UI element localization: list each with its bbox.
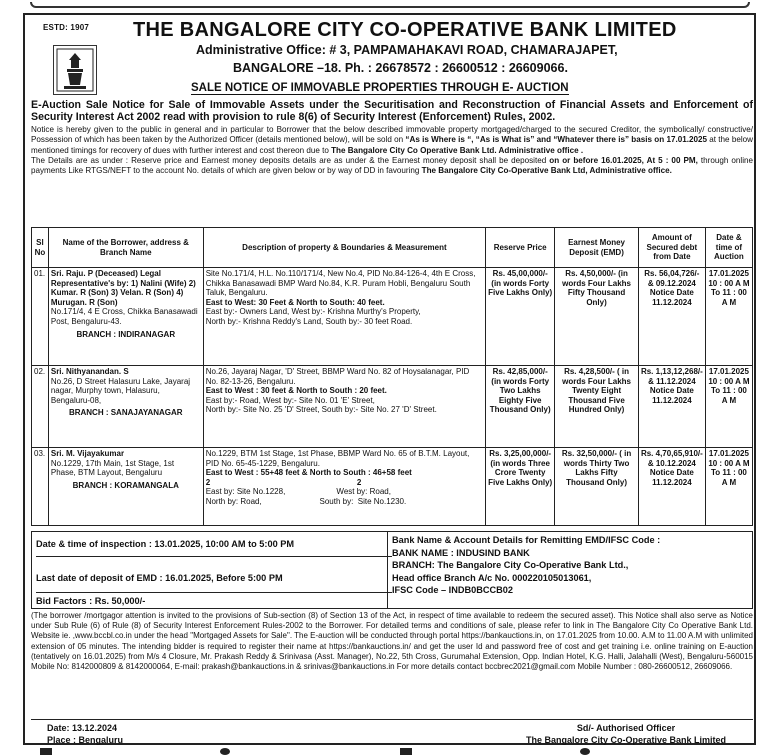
- divider: [36, 592, 392, 593]
- borrower-address: No.171/4, 4 E Cross, Chikka Banasawadi Post, Bengaluru-43.: [50, 307, 198, 326]
- reserve-price: Rs. 3,25,00,000/- (in words Three Crore Twenty Five Lakhs Only): [486, 448, 555, 526]
- inspection-datetime: Date & time of inspection : 13.01.2025, 10:00 AM to 5:00 PM: [36, 539, 295, 549]
- secured-debt: Rs. 56,04,726/- & 09.12.2024 Notice Date 11.12.2024: [638, 268, 705, 366]
- property-measurement: East to West: 30 Feet & North to South: 40 feet.: [205, 297, 385, 307]
- eauction-heading: E-Auction Sale Notice for Sale of Immovable Assets under the Securitisation and Reconstruction of Financial Assets and Enforcement of Security Interest Act 2002 read with provision to rule 8(6) of Security Interest (Enforcement) Rules, 2002.: [31, 99, 753, 123]
- col-header-auction-date: Date & time of Auction: [705, 228, 752, 268]
- description-cell: [203, 448, 485, 526]
- signer-bank: The Bangalore City Co-Operative Bank Limited: [525, 734, 727, 745]
- office-address: Administrative Office: # 3, PAMPAMAHAKAVI ROAD, CHAMARAJAPET,: [196, 43, 618, 57]
- top-border: [30, 2, 750, 8]
- auction-dates: [32, 532, 388, 608]
- auction-notice: [23, 13, 756, 745]
- auction-datetime: 17.01.2025 10 : 00 A M To 11 : 00 A M: [705, 448, 752, 526]
- col-header-description: Description of property & Boundaries & Measurement: [203, 228, 485, 268]
- bank-account-details: [392, 534, 660, 597]
- secured-debt: Rs. 1,13,12,268/- & 11.12.2024 Notice Date 11.12.2024: [638, 366, 705, 448]
- table-header-row: [32, 228, 753, 268]
- property-measurement: East to West : 30 feet & North to South : 20 feet.: [205, 386, 387, 396]
- table-row: [32, 448, 753, 526]
- emd-amount: Rs. 4,50,000/- (in words Four Lakhs Fifty Thousand Only): [555, 268, 639, 366]
- branch-name: BRANCH : SANAJAYANAGAR: [68, 408, 183, 418]
- branch-name: BRANCH : KORAMANGALA: [72, 480, 179, 490]
- intro-paragraph: Notice is hereby given to the public in general and in particular to Borrower that the below described immovable property mortgaged/charged to the secured Creditor, the symbolically/ constructive/ Possession of which has been taken by the Authorized Officer (details mentioned below), will be sold on “As is Where is “, “As is What is” and “Whatever there is” basis on 17.01.2025 at the below mentioned timings for recovery of dues with further interest and cost thereon due to The Bangalore City Co Operative Bank Ltd. Administrative office . The Details are as under : Reserve price and Earnest money deposits details are as under & the Earnest money deposit shall be deposited on or before 16.01.2025, At 5 : 00 PM, through online payments Like RTGS/NEFT to the account No. details of which are given below or by way of DD in favouring The Bangalore City Co-Operative Bank Ltd, Administrative office.: [31, 125, 753, 176]
- borrower-name: Sri. M. Vijayakumar: [50, 449, 125, 458]
- boundaries-north-south: North by:- Krishna Reddy's Land, South by:- 30 feet Road.: [205, 316, 413, 326]
- boundaries-north-south: North by: Road, South by: Site No.1230.: [205, 496, 407, 506]
- bid-factors: Bid Factors : Rs. 50,000/-: [36, 596, 146, 606]
- row-number: 03.: [32, 448, 49, 526]
- property-measurement: East to West : 55+48 feet & North to South : 46+58 feet: [205, 468, 412, 478]
- secured-debt: Rs. 4,70,65,910/- & 10.12.2024 Notice Date 11.12.2024: [638, 448, 705, 526]
- row-number: 01.: [32, 268, 49, 366]
- notice-date-place: [47, 723, 123, 746]
- remit-ifsc: IFSC Code – INDB0BCCB02: [392, 585, 513, 596]
- auction-datetime: 17.01.2025 10 : 00 A M To 11 : 00 A M: [705, 268, 752, 366]
- notice-title: SALE NOTICE OF IMMOVABLE PROPERTIES THROUGH E- AUCTION: [191, 82, 569, 94]
- property-description: No.26, Jayaraj Nagar, 'D' Street, BBMP Ward No. 82 of Hoysalanagar, PID No. 82-13-26, Bengaluru.: [205, 367, 470, 386]
- reserve-price: Rs. 45,00,000/- (in words Forty Five Lakhs Only): [486, 268, 555, 366]
- bank-details-heading: Bank Name & Account Details for Remitting EMD/IFSC Code :: [392, 535, 661, 545]
- branch-name: BRANCH : INDIRANAGAR: [76, 329, 176, 339]
- auction-info-box: [31, 531, 753, 609]
- borrower-address: No.26, D Street Halasuru Lake, Jayaraj nagar, Murphy town, Halasuru, Bengaluru-08,: [50, 376, 191, 405]
- col-header-borrower: Name of the Borrower, address & Branch Name: [48, 228, 203, 268]
- boundaries-north-south: North by:- Site No. 25 'D' Street, South by:- Site No. 27 'D' Street.: [205, 405, 437, 415]
- col-header-emd: Earnest Money Deposit (EMD): [555, 228, 639, 268]
- borrower-cell: [48, 366, 203, 448]
- auction-datetime: 17.01.2025 10 : 00 A M To 11 : 00 A M: [705, 366, 752, 448]
- boundaries-east-west: East by: Site No.1228, West by: Road,: [205, 487, 391, 497]
- remit-bank-name: BANK NAME : INDUSIND BANK: [392, 547, 530, 558]
- borrower-cell: [48, 448, 203, 526]
- bank-name: THE BANGALORE CITY CO-OPERATIVE BANK LIMITED: [133, 19, 677, 41]
- property-table: [31, 227, 753, 526]
- borrower-name: Sri. Nithyanandan. S: [50, 367, 129, 376]
- description-cell: [203, 268, 485, 366]
- bank-logo-icon: [53, 45, 97, 95]
- office-phone: BANGALORE –18. Ph. : 26678572 : 26600512 : 26609066.: [233, 61, 568, 75]
- remit-branch: BRANCH: The Bangalore City Co-Operative Bank Ltd.,: [392, 560, 629, 571]
- remit-account: Head office Branch A/c No. 000220105013061,: [392, 572, 592, 583]
- description-cell: [203, 366, 485, 448]
- table-row: [32, 366, 753, 448]
- table-row: [32, 268, 753, 366]
- borrower-name: Sri. Raju. P (Deceased) Legal Representative's by: 1) Nalini (Wife) 2) Kumar. R (Son) 3) Velan. R (Son) 4) Murugan. R (Son): [50, 269, 196, 307]
- emd-amount: Rs. 32,50,000/- ( in words Thirty Two Lakhs Fifty Thousand Only): [555, 448, 639, 526]
- col-header-amount: Amount of Secured debt from Date: [638, 228, 705, 268]
- property-description: No.1229, BTM 1st Stage, 1st Phase, BBMP Ward No. 65 of B.T.M. Layout, PID No. 65-45-1229, Bengaluru.: [205, 449, 470, 468]
- borrower-address: No.1229, 17th Main, 1st Stage, 1st Phase, BTM Layout, Bengaluru: [50, 458, 175, 478]
- row-number: 02.: [32, 366, 49, 448]
- reserve-price: Rs. 42,85,000/- (in words Forty Two Lakhs Eighty Five Thousand Only): [486, 366, 555, 448]
- emd-amount: Rs. 4,28,500/- ( in words Four Lakhs Twenty Eight Thousand Five Hundred Only): [555, 366, 639, 448]
- terms-paragraph: (The borrower /mortgagor attention is invited to the provisions of Sub-section (8) of Section 13 of the Act, in respect of time available to redeem the secured asset). This Notice shall also serve as Notice under Sub Rule (6) of Rule (8) of Security Interest Enforcement Rules-2002 to the Borrower. For detailed terms and conditions of sale, please refer to link in The Bangalore City Co Operative Bank Ltd. Website ie. ,www.bccbl.co.in under the head "Mortgaged Assets for Sale". The E-auction will be conducted through portal https://bankauctions.in, on 17.01.2025 from 10.00. A.M to 11.00 A.M with unlimited extension of 05 minutes. The intending bidder is required to register their name at https://bankauctions.in/ and get the user Id and password free of cost and get training i.e. online training on E-auction (tentatively on 16.01.2025) from M/s 4 Closure, Mr. Prakash Reddy & Srinivasa (Asst. Manager), No.22, 5th Cross, Gurumahal Extension, Opp. Indian Hotel, K.G. Halli, Jalahalli (West), Bengaluru-560015 Mobile No: 8142000809 & 8142000064, E-mail: prakash@bankauctions.in & srinivas@bankauctions.in For more details contact bccbrec2021@gmail.com Mobile Number : 080-26600512, 26609066.: [31, 611, 753, 672]
- boundaries-east-west: East by:- Road, West by:- Site No. 01 'E' Street,: [205, 395, 375, 405]
- signature-block: [511, 723, 741, 746]
- emd-last-date: Last date of deposit of EMD : 16.01.2025, Before 5:00 PM: [36, 573, 283, 583]
- notice-place: Place : Bengaluru: [47, 734, 124, 745]
- col-header-slno: Sl No: [32, 228, 49, 268]
- divider: [31, 719, 753, 720]
- measurement-divisor: 2 2: [205, 477, 362, 487]
- borrower-cell: [48, 268, 203, 366]
- divider: [36, 556, 392, 557]
- property-description: Site No.171/4, H.L. No.110/171/4, New No.4, PID No.84-126-4, 4th E Cross, Chikka Banasawadi BMP Ward No.84, K.R. Puram Hobli, Bengaluru South Taluk, Bengaluru.: [205, 269, 476, 298]
- established-label: ESTD: 1907: [43, 23, 90, 32]
- authorised-officer: Sd/- Authorised Officer: [576, 723, 676, 733]
- bottom-strip: [0, 748, 776, 755]
- boundaries-east-west: East by:- Owners Land, West by:- Krishna Murthy's Property,: [205, 307, 421, 317]
- col-header-reserve: Reserve Price: [486, 228, 555, 268]
- notice-date: Date: 13.12.2024: [47, 723, 118, 733]
